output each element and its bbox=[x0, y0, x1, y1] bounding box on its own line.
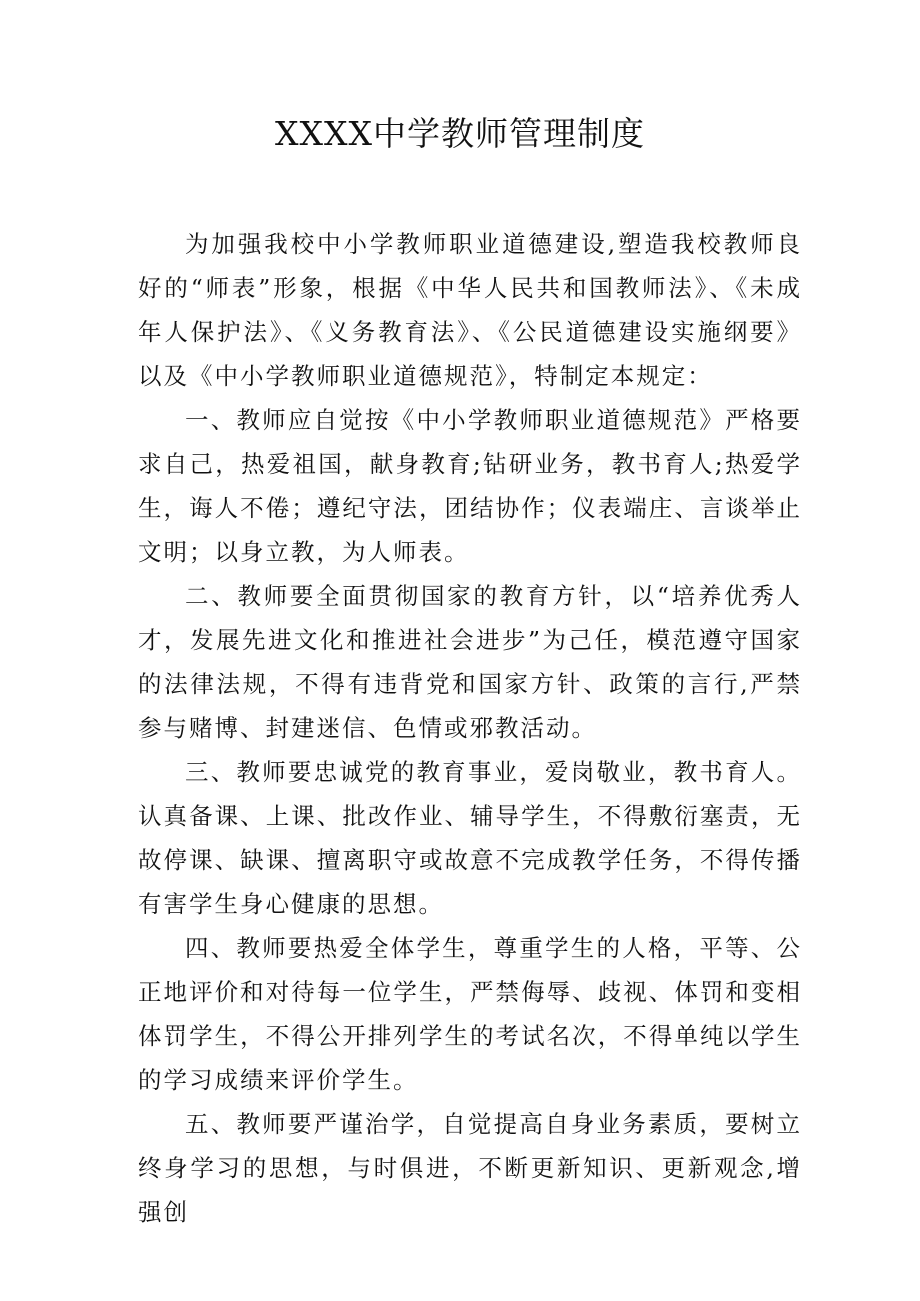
document-title: XXXX中学教师管理制度 bbox=[275, 114, 645, 153]
paragraph-article-2: 二、教师要全面贯彻国家的教育方针，以“培养优秀人才，发展先进文化和推进社会进步”为己任，模范遵守国家的法律法规，不得有违背党和国家方针、政策的言行,严禁参与赌博、封建迷信、色情或邪教活动。 bbox=[138, 582, 802, 742]
document-body bbox=[138, 222, 802, 1234]
paragraph-article-4: 四、教师要热爱全体学生，尊重学生的人格，平等、公正地评价和对待每一位学生，严禁侮辱、歧视、体罚和变相体罚学生，不得公开排列学生的考试名次，不得单纯以学生的学习成绩来评价学生。 bbox=[138, 934, 802, 1094]
paragraph-intro: 为加强我校中小学教师职业道德建设,塑造我校教师良好的“师表”形象，根据《中华人民共和国教师法》、《未成年人保护法》、《义务教育法》、《公民道德建设实施纲要》以及《中小学教师职业道德规范》，特制定本规定： bbox=[138, 230, 802, 390]
paragraph-article-3: 三、教师要忠诚党的教育事业，爱岗敬业，教书育人。认真备课、上课、批改作业、辅导学生，不得敷衍塞责，无故停课、缺课、擅离职守或故意不完成教学任务，不得传播有害学生身心健康的思想。 bbox=[138, 758, 802, 918]
paragraph-article-1: 一、教师应自觉按《中小学教师职业道德规范》严格要求自己，热爱祖国，献身教育;钻研业务，教书育人;热爱学生，诲人不倦；遵纪守法，团结协作；仪表端庄、言谈举止文明；以身立教，为人师表。 bbox=[138, 406, 802, 566]
paragraph-article-5: 五、教师要严谨治学，自觉提高自身业务素质，要树立终身学习的思想，与时俱进，不断更新知识、更新观念,增强创 bbox=[138, 1110, 802, 1226]
